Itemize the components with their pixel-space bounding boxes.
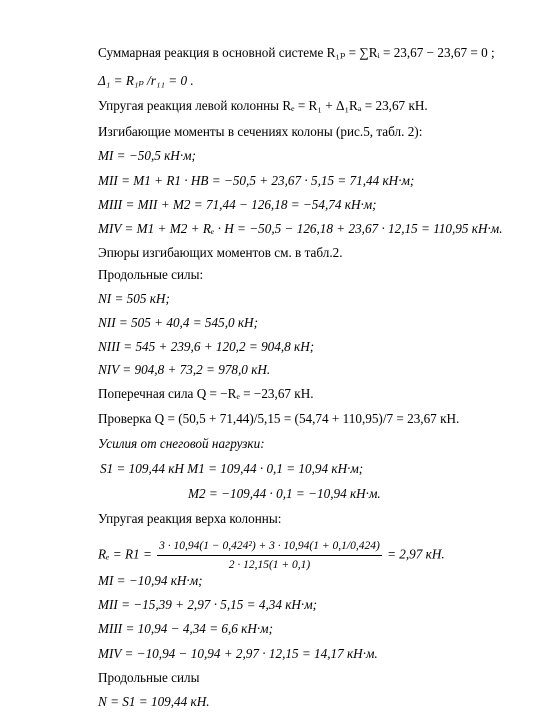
formula-snow-m4: MIV = −10,94 − 10,94 + 2,97 · 12,15 = 14,17 кН·м. xyxy=(98,646,378,661)
text-line-summary-reaction: Суммарная реакция в основной системе R₁ₚ = ∑Rᵢ = 23,67 − 23,67 = 0 ; xyxy=(98,45,495,60)
formula-n-snow: N = S1 = 109,44 кН. xyxy=(98,694,210,709)
formula-re-result: = 2,97 кН. xyxy=(387,546,445,562)
formula-delta: Δ₁ = R₁ₚ /r₁₁ = 0 . xyxy=(98,73,194,88)
formula-snow-m3: MIII = 10,94 − 4,34 = 6,6 кН·м; xyxy=(98,621,273,636)
text-line-longitudinal-forces-2: Продольные силы xyxy=(98,670,200,685)
text-line-shear-force: Поперечная сила Q = −Rₑ = −23,67 кН. xyxy=(98,386,314,401)
formula-m1: MI = −50,5 кН·м; xyxy=(98,148,196,163)
formula-m2: MII = M1 + R1 · HB = −50,5 + 23,67 · 5,15 = 71,44 кН·м; xyxy=(98,173,415,188)
formula-snow-m1: MI = −10,94 кН·м; xyxy=(98,573,203,588)
formula-n2: NII = 505 + 40,4 = 545,0 кН; xyxy=(98,315,258,330)
formula-s1-m1: S1 = 109,44 кН M1 = 109,44 · 0,1 = 10,94 кН·м; xyxy=(100,461,364,476)
formula-snow-m2: MII = −15,39 + 2,97 · 5,15 = 4,34 кН·м; xyxy=(98,597,318,612)
fraction xyxy=(157,538,382,573)
fraction-numerator: 3 · 10,94(1 − 0,424²) + 3 · 10,94(1 + 0,1/0,424) xyxy=(157,538,382,556)
text-line-bending-moments: Изгибающие моменты в сечениях колоны (рис.5, табл. 2): xyxy=(98,124,423,139)
text-line-diagrams: Эпюры изгибающих моментов см. в табл.2. xyxy=(98,245,343,260)
formula-n4: NIV = 904,8 + 73,2 = 978,0 кН. xyxy=(98,362,271,377)
formula-re xyxy=(98,538,445,573)
formula-m4: MIV = M1 + M2 + Rₑ · H = −50,5 − 126,18 + 23,67 · 12,15 = 110,95 кН·м. xyxy=(98,221,503,236)
text-line-elastic-reaction: Упругая реакция левой колонны Rₑ = R₁ + Δ₁Rₐ = 23,67 кН. xyxy=(98,98,428,113)
formula-n3: NIII = 545 + 239,6 + 120,2 = 904,8 кН; xyxy=(98,339,315,354)
formula-n1: NI = 505 кН; xyxy=(98,291,170,306)
formula-re-left: Rₑ = R1 = xyxy=(98,546,152,562)
text-line-upper-reaction: Упругая реакция верха колонны: xyxy=(98,511,282,526)
text-line-longitudinal-forces: Продольные силы: xyxy=(98,267,204,282)
text-line-snow-load: Усилия от снеговой нагрузки: xyxy=(98,436,265,451)
formula-m3: MIII = MII + M2 = 71,44 − 126,18 = −54,74 кН·м; xyxy=(98,197,377,212)
text-line-check: Проверка Q = (50,5 + 71,44)/5,15 = (54,74 + 110,95)/7 = 23,67 кН. xyxy=(98,411,460,426)
fraction-denominator: 2 · 12,15(1 + 0,1) xyxy=(228,559,311,571)
formula-m2-snow: M2 = −109,44 · 0,1 = −10,94 кН·м. xyxy=(188,486,381,501)
